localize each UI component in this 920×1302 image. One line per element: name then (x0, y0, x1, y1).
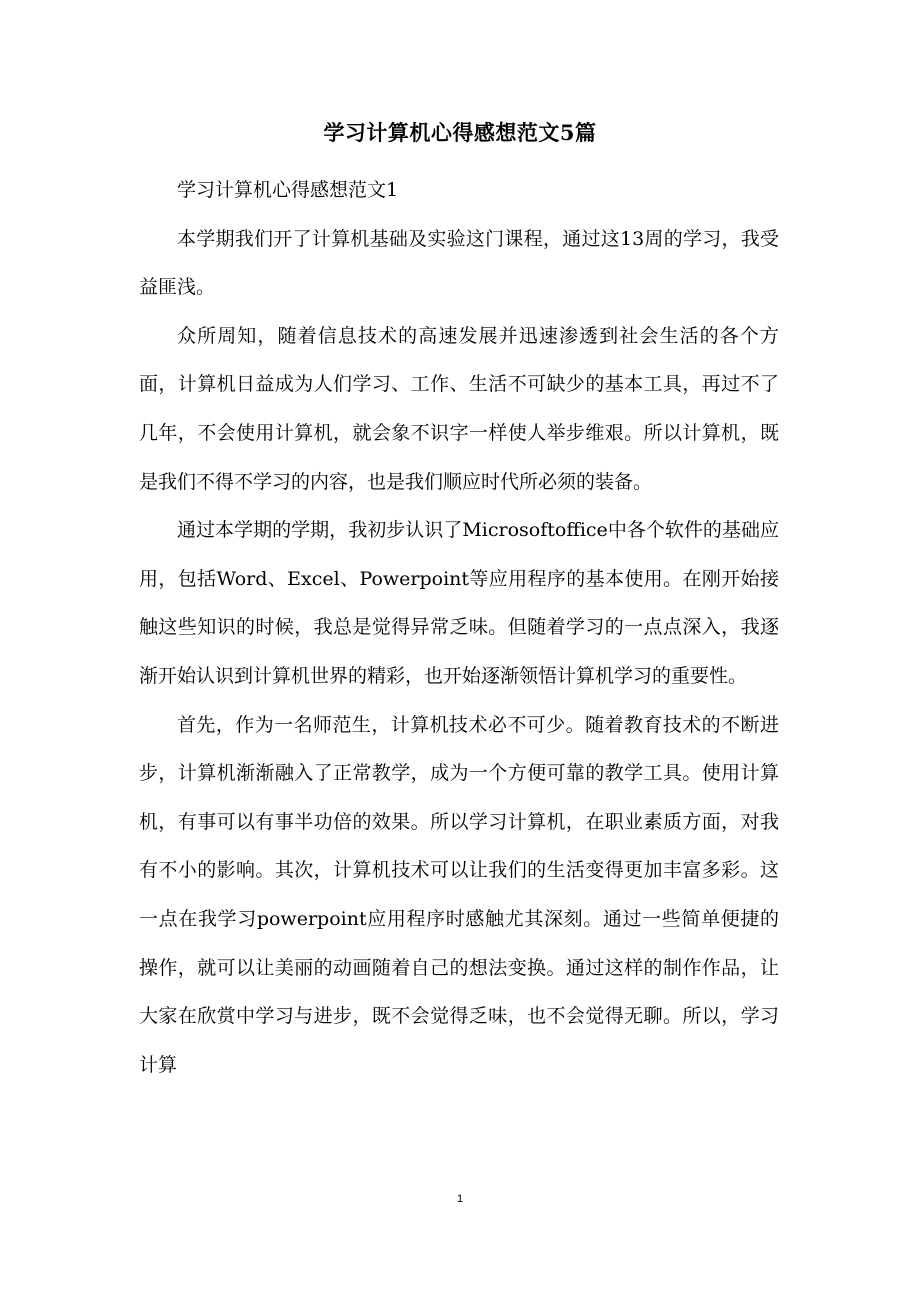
document-body (139, 166, 779, 1089)
section-heading: 学习计算机心得感想范文1 (177, 179, 399, 201)
paragraph: 首先，作为一名师范生，计算机技术必不可少。随着教育技术的不断进步，计算机渐渐融入了正常教学，成为一个方便可靠的教学工具。使用计算机，有事可以有事半功倍的效果。所以学习计算机，在职业素质方面，对我有不小的影响。其次，计算机技术可以让我们的生活变得更加丰富多彩。这一点在我学习powerpoint应用程序时感触尤其深刻。通过一些简单便捷的操作，就可以让美丽的动画随着自己的想法变换。通过这样的制作作品，让大家在欣赏中学习与进步，既不会觉得乏味，也不会觉得无聊。所以，学习计算 (139, 713, 779, 1076)
paragraph: 本学期我们开了计算机基础及实验这门课程，通过这13周的学习，我受益匪浅。 (139, 227, 779, 299)
paragraph: 通过本学期的学期，我初步认识了Microsoftoffice中各个软件的基础应用，包括Word、Excel、Powerpoint等应用程序的基本使用。在刚开始接触这些知识的时候，我总是觉得异常乏味。但随着学习的一点点深入，我逐渐开始认识到计算机世界的精彩，也开始逐渐领悟计算机学习的重要性。 (139, 519, 779, 687)
document-title: 学习计算机心得感想范文5篇 (323, 120, 597, 145)
paragraph: 众所周知，随着信息技术的高速发展并迅速渗透到社会生活的各个方面，计算机日益成为人们学习、工作、生活不可缺少的基本工具，再过不了几年，不会使用计算机，就会象不识字一样使人举步维艰。所以计算机，既是我们不得不学习的内容，也是我们顺应时代所必须的装备。 (139, 324, 779, 493)
page-number: 1 (456, 1193, 464, 1205)
